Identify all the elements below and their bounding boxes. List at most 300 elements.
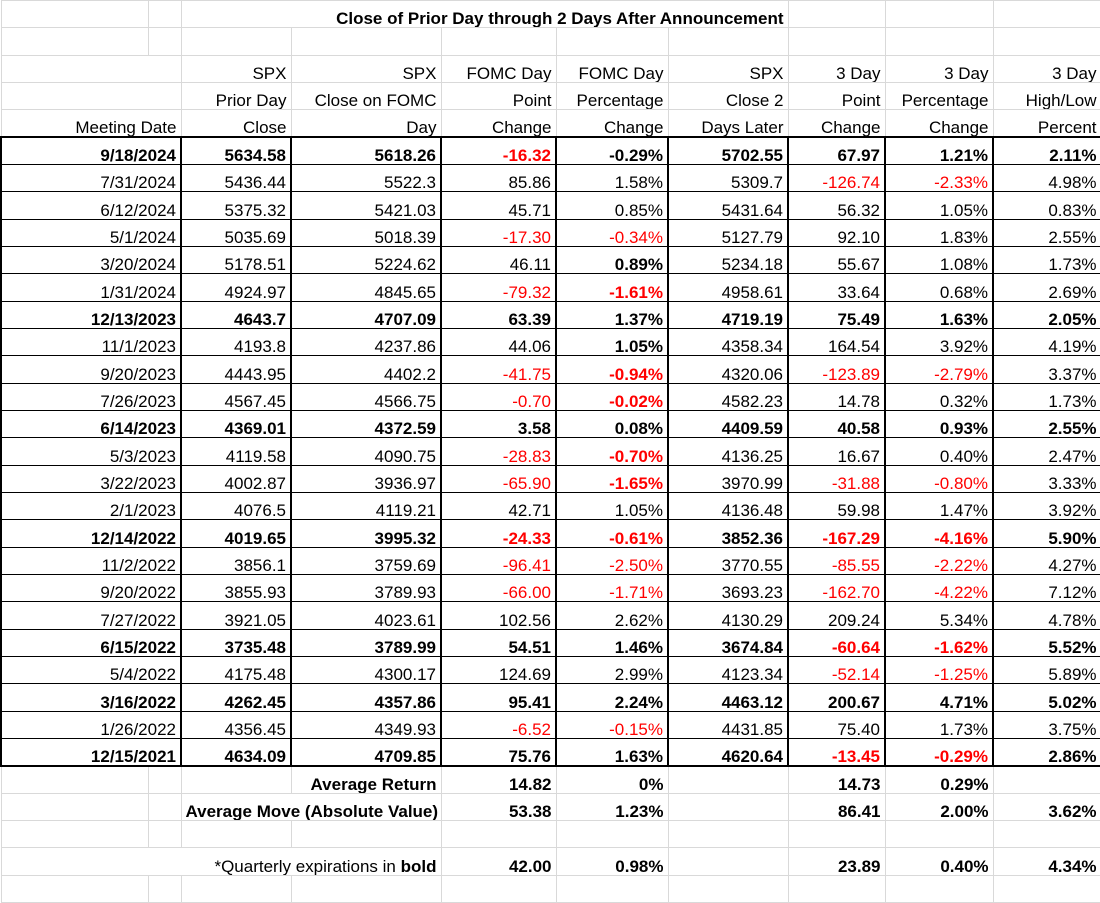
value-cell[interactable]: 4566.75 [291, 383, 441, 410]
value-cell[interactable]: 5.52% [993, 629, 1100, 656]
cell[interactable] [1, 820, 148, 847]
value-cell[interactable]: 2.05% [993, 301, 1100, 328]
value-cell[interactable]: 124.69 [441, 656, 556, 683]
avg-return-fomc-pt[interactable]: 14.82 [441, 766, 556, 793]
avg-move-3day-pt[interactable]: 86.41 [788, 793, 885, 820]
value-cell[interactable]: 42.71 [441, 492, 556, 519]
cell[interactable] [668, 28, 788, 55]
header-4[interactable]: Change [556, 110, 668, 137]
header-5[interactable]: SPX [668, 55, 788, 82]
value-cell[interactable]: 1.47% [885, 492, 993, 519]
value-cell[interactable]: 1.05% [885, 192, 993, 219]
value-cell[interactable]: -0.02% [556, 383, 668, 410]
meeting-date[interactable]: 2/1/2023 [1, 492, 181, 519]
value-cell[interactable]: 1.21% [885, 137, 993, 164]
header-7[interactable]: Percentage [885, 82, 993, 109]
value-cell[interactable]: 75.49 [788, 301, 885, 328]
value-cell[interactable]: -0.80% [885, 465, 993, 492]
value-cell[interactable]: 4175.48 [181, 656, 291, 683]
header-3[interactable]: FOMC Day [441, 55, 556, 82]
value-cell[interactable]: 164.54 [788, 328, 885, 355]
value-cell[interactable]: 4.71% [885, 684, 993, 711]
value-cell[interactable]: 3936.97 [291, 465, 441, 492]
cell[interactable] [788, 1, 885, 28]
value-cell[interactable]: 5.02% [993, 684, 1100, 711]
header-3[interactable]: Point [441, 82, 556, 109]
value-cell[interactable]: 4349.93 [291, 711, 441, 738]
value-cell[interactable]: 56.32 [788, 192, 885, 219]
value-cell[interactable]: 4431.85 [668, 711, 788, 738]
value-cell[interactable]: 3693.23 [668, 574, 788, 601]
value-cell[interactable]: 4402.2 [291, 356, 441, 383]
value-cell[interactable]: -0.29% [885, 738, 993, 765]
table-row [1, 438, 1100, 465]
value-cell[interactable]: 4.27% [993, 547, 1100, 574]
cell[interactable] [181, 766, 291, 793]
value-cell[interactable]: 4002.87 [181, 465, 291, 492]
value-cell[interactable]: 75.40 [788, 711, 885, 738]
cell[interactable] [1, 1, 148, 28]
value-cell[interactable]: 67.97 [788, 137, 885, 164]
value-cell[interactable]: 4.98% [993, 164, 1100, 191]
header-7[interactable]: 3 Day [885, 55, 993, 82]
meeting-date[interactable]: 9/20/2022 [1, 574, 181, 601]
value-cell[interactable]: 5309.7 [668, 164, 788, 191]
value-cell[interactable]: -28.83 [441, 438, 556, 465]
cell[interactable] [556, 820, 668, 847]
value-cell[interactable]: 1.58% [556, 164, 668, 191]
cell[interactable] [556, 875, 668, 902]
value-cell[interactable]: 85.86 [441, 164, 556, 191]
cell[interactable] [148, 766, 181, 793]
value-cell[interactable]: 4958.61 [668, 274, 788, 301]
value-cell[interactable]: 3789.99 [291, 629, 441, 656]
value-cell[interactable]: -0.70% [556, 438, 668, 465]
cell[interactable] [993, 28, 1100, 55]
value-cell[interactable]: -31.88 [788, 465, 885, 492]
value-cell[interactable]: 3.92% [993, 492, 1100, 519]
cell[interactable] [788, 820, 885, 847]
avg-return-label[interactable]: Average Return [291, 766, 441, 793]
cell[interactable] [291, 28, 441, 55]
value-cell[interactable]: 4634.09 [181, 738, 291, 765]
value-cell[interactable]: 4409.59 [668, 410, 788, 437]
value-cell[interactable]: 5178.51 [181, 246, 291, 273]
value-cell[interactable]: 4372.59 [291, 410, 441, 437]
value-cell[interactable]: 0.83% [993, 192, 1100, 219]
cell[interactable] [993, 875, 1100, 902]
meeting-date[interactable]: 3/22/2023 [1, 465, 181, 492]
value-cell[interactable]: 4643.7 [181, 301, 291, 328]
value-cell[interactable]: 46.11 [441, 246, 556, 273]
value-cell[interactable]: -52.14 [788, 656, 885, 683]
value-cell[interactable]: -79.32 [441, 274, 556, 301]
cell[interactable] [1, 793, 148, 820]
value-cell[interactable]: 1.46% [556, 629, 668, 656]
cell[interactable] [885, 28, 993, 55]
value-cell[interactable]: 3.75% [993, 711, 1100, 738]
value-cell[interactable]: 4357.86 [291, 684, 441, 711]
value-cell[interactable]: 0.93% [885, 410, 993, 437]
avg-return-3day-pt[interactable]: 14.73 [788, 766, 885, 793]
value-cell[interactable]: 4237.86 [291, 328, 441, 355]
value-cell[interactable]: -16.32 [441, 137, 556, 164]
value-cell[interactable]: -13.45 [788, 738, 885, 765]
value-cell[interactable]: 4582.23 [668, 383, 788, 410]
header-8[interactable]: 3 Day [993, 55, 1100, 82]
value-cell[interactable]: 4019.65 [181, 520, 291, 547]
cell[interactable] [148, 1, 181, 28]
meeting-date[interactable]: 7/31/2024 [1, 164, 181, 191]
value-cell[interactable]: -41.75 [441, 356, 556, 383]
value-cell[interactable]: 2.99% [556, 656, 668, 683]
value-cell[interactable]: 0.40% [885, 438, 993, 465]
value-cell[interactable]: -1.65% [556, 465, 668, 492]
cell[interactable] [148, 875, 181, 902]
value-cell[interactable]: 75.76 [441, 738, 556, 765]
value-cell[interactable]: 4136.48 [668, 492, 788, 519]
value-cell[interactable]: 4709.85 [291, 738, 441, 765]
value-cell[interactable]: 0.68% [885, 274, 993, 301]
value-cell[interactable]: 3856.1 [181, 547, 291, 574]
value-cell[interactable]: 4119.21 [291, 492, 441, 519]
cell[interactable] [885, 1, 993, 28]
value-cell[interactable]: 1.37% [556, 301, 668, 328]
value-cell[interactable]: -24.33 [441, 520, 556, 547]
value-cell[interactable]: 45.71 [441, 192, 556, 219]
value-cell[interactable]: 59.98 [788, 492, 885, 519]
cell[interactable] [441, 875, 556, 902]
meeting-date[interactable]: 5/3/2023 [1, 438, 181, 465]
cell[interactable] [993, 820, 1100, 847]
avg-return-fomc-pct[interactable]: 0% [556, 766, 668, 793]
value-cell[interactable]: 1.63% [556, 738, 668, 765]
meeting-date[interactable]: 9/18/2024 [1, 137, 181, 164]
avg-move-3day-pct[interactable]: 2.00% [885, 793, 993, 820]
value-cell[interactable]: -0.61% [556, 520, 668, 547]
meeting-date[interactable]: 12/15/2021 [1, 738, 181, 765]
cell[interactable] [668, 793, 788, 820]
header-1[interactable]: Prior Day [181, 82, 291, 109]
avg-move-fomc-pct[interactable]: 1.23% [556, 793, 668, 820]
cell[interactable] [1, 766, 148, 793]
header-6[interactable]: Point [788, 82, 885, 109]
header-1[interactable]: SPX [181, 55, 291, 82]
value-cell[interactable]: 3855.93 [181, 574, 291, 601]
value-cell[interactable]: -65.90 [441, 465, 556, 492]
value-cell[interactable]: -2.50% [556, 547, 668, 574]
value-cell[interactable]: 4262.45 [181, 684, 291, 711]
cell[interactable] [441, 28, 556, 55]
header-8[interactable]: Percent [993, 110, 1100, 137]
value-cell[interactable]: 3789.93 [291, 574, 441, 601]
header-2[interactable]: Close on FOMC [291, 82, 441, 109]
value-cell[interactable]: 2.86% [993, 738, 1100, 765]
value-cell[interactable]: 3674.84 [668, 629, 788, 656]
value-cell[interactable]: 4719.19 [668, 301, 788, 328]
value-cell[interactable]: 2.11% [993, 137, 1100, 164]
value-cell[interactable]: 5.90% [993, 520, 1100, 547]
value-cell[interactable]: 4090.75 [291, 438, 441, 465]
value-cell[interactable]: 3995.32 [291, 520, 441, 547]
header-4[interactable]: Percentage [556, 82, 668, 109]
meeting-date[interactable]: 6/15/2022 [1, 629, 181, 656]
meeting-date[interactable]: 1/26/2022 [1, 711, 181, 738]
value-cell[interactable]: 3.37% [993, 356, 1100, 383]
header-3[interactable]: Change [441, 110, 556, 137]
value-cell[interactable]: 2.24% [556, 684, 668, 711]
meeting-date[interactable]: 3/16/2022 [1, 684, 181, 711]
header-row-l2 [1, 82, 1100, 109]
value-cell[interactable]: 5127.79 [668, 219, 788, 246]
cell[interactable] [148, 28, 181, 55]
footnote-3day-pt[interactable]: 23.89 [788, 848, 885, 875]
cell[interactable] [668, 820, 788, 847]
value-cell[interactable]: 5375.32 [181, 192, 291, 219]
header-8[interactable]: High/Low [993, 82, 1100, 109]
value-cell[interactable]: 5018.39 [291, 219, 441, 246]
value-cell[interactable]: 4620.64 [668, 738, 788, 765]
value-cell[interactable]: -60.64 [788, 629, 885, 656]
avg-move-label[interactable]: Average Move (Absolute Value) [181, 793, 441, 820]
meeting-date[interactable]: 5/4/2022 [1, 656, 181, 683]
header-7[interactable]: Change [885, 110, 993, 137]
value-cell[interactable]: 1.83% [885, 219, 993, 246]
value-cell[interactable]: 5522.3 [291, 164, 441, 191]
value-cell[interactable]: 92.10 [788, 219, 885, 246]
value-cell[interactable]: 55.67 [788, 246, 885, 273]
value-cell[interactable]: 5634.58 [181, 137, 291, 164]
value-cell[interactable]: 1.63% [885, 301, 993, 328]
cell[interactable] [291, 820, 441, 847]
value-cell[interactable]: -1.71% [556, 574, 668, 601]
value-cell[interactable]: 5618.26 [291, 137, 441, 164]
meeting-date[interactable]: 3/20/2024 [1, 246, 181, 273]
value-cell[interactable]: 95.41 [441, 684, 556, 711]
value-cell[interactable]: 44.06 [441, 328, 556, 355]
meeting-date[interactable]: 7/26/2023 [1, 383, 181, 410]
meeting-date[interactable]: 12/13/2023 [1, 301, 181, 328]
value-cell[interactable]: 7.12% [993, 574, 1100, 601]
value-cell[interactable]: 4924.97 [181, 274, 291, 301]
value-cell[interactable]: 0.32% [885, 383, 993, 410]
meeting-date[interactable]: 6/12/2024 [1, 192, 181, 219]
value-cell[interactable]: 4.78% [993, 602, 1100, 629]
value-cell[interactable]: 3.92% [885, 328, 993, 355]
cell[interactable] [885, 820, 993, 847]
value-cell[interactable]: 4707.09 [291, 301, 441, 328]
value-cell[interactable]: 4119.58 [181, 438, 291, 465]
value-cell[interactable]: -4.22% [885, 574, 993, 601]
avg-move-hl[interactable]: 3.62% [993, 793, 1100, 820]
value-cell[interactable]: 1.08% [885, 246, 993, 273]
value-cell[interactable]: 200.67 [788, 684, 885, 711]
cell[interactable] [668, 766, 788, 793]
header-4[interactable]: FOMC Day [556, 55, 668, 82]
value-cell[interactable]: 102.56 [441, 602, 556, 629]
value-cell[interactable]: -126.74 [788, 164, 885, 191]
value-cell[interactable]: -123.89 [788, 356, 885, 383]
cell[interactable] [441, 820, 556, 847]
value-cell[interactable]: 2.55% [993, 410, 1100, 437]
cell[interactable] [291, 875, 441, 902]
value-cell[interactable]: 3735.48 [181, 629, 291, 656]
value-cell[interactable]: 4320.06 [668, 356, 788, 383]
value-cell[interactable]: 3852.36 [668, 520, 788, 547]
value-cell[interactable]: -0.29% [556, 137, 668, 164]
value-cell[interactable]: -1.61% [556, 274, 668, 301]
footnote[interactable] [1, 848, 441, 875]
header-meeting-date[interactable]: Meeting Date [1, 110, 181, 137]
header-5[interactable]: Close 2 [668, 82, 788, 109]
value-cell[interactable]: 5224.62 [291, 246, 441, 273]
cell[interactable] [181, 820, 291, 847]
value-cell[interactable]: 1.73% [993, 246, 1100, 273]
value-cell[interactable]: 4023.61 [291, 602, 441, 629]
cell[interactable] [1, 875, 148, 902]
value-cell[interactable]: 4356.45 [181, 711, 291, 738]
value-cell[interactable]: -2.79% [885, 356, 993, 383]
meeting-date[interactable]: 7/27/2022 [1, 602, 181, 629]
value-cell[interactable]: 1.05% [556, 328, 668, 355]
cell[interactable] [993, 1, 1100, 28]
value-cell[interactable]: 3759.69 [291, 547, 441, 574]
header-6[interactable]: 3 Day [788, 55, 885, 82]
cell[interactable] [668, 875, 788, 902]
value-cell[interactable]: 4076.5 [181, 492, 291, 519]
value-cell[interactable]: 0.85% [556, 192, 668, 219]
value-cell[interactable]: -2.33% [885, 164, 993, 191]
meeting-date[interactable]: 6/14/2023 [1, 410, 181, 437]
value-cell[interactable]: 4845.65 [291, 274, 441, 301]
meeting-date[interactable]: 9/20/2023 [1, 356, 181, 383]
avg-return-3day-pct[interactable]: 0.29% [885, 766, 993, 793]
value-cell[interactable]: -1.25% [885, 656, 993, 683]
value-cell[interactable]: 4300.17 [291, 656, 441, 683]
cell[interactable] [1, 28, 148, 55]
header-1[interactable]: Close [181, 110, 291, 137]
cell[interactable] [668, 848, 788, 875]
cell[interactable] [885, 875, 993, 902]
meeting-date[interactable]: 5/1/2024 [1, 219, 181, 246]
table-row [1, 602, 1100, 629]
value-cell[interactable]: -6.52 [441, 711, 556, 738]
header-5[interactable]: Days Later [668, 110, 788, 137]
value-cell[interactable]: 1.73% [885, 711, 993, 738]
value-cell[interactable]: 2.47% [993, 438, 1100, 465]
value-cell[interactable]: 3921.05 [181, 602, 291, 629]
value-cell[interactable]: 5431.64 [668, 192, 788, 219]
value-cell[interactable]: -0.94% [556, 356, 668, 383]
value-cell[interactable]: 5.34% [885, 602, 993, 629]
value-cell[interactable]: 2.55% [993, 219, 1100, 246]
value-cell[interactable]: 5702.55 [668, 137, 788, 164]
cell[interactable] [148, 820, 181, 847]
value-cell[interactable]: 4193.8 [181, 328, 291, 355]
header-meeting-date[interactable] [1, 82, 181, 109]
avg-move-fomc-pt[interactable]: 53.38 [441, 793, 556, 820]
value-cell[interactable]: -85.55 [788, 547, 885, 574]
value-cell[interactable]: 0.89% [556, 246, 668, 273]
value-cell[interactable]: 5421.03 [291, 192, 441, 219]
cell[interactable] [181, 28, 291, 55]
value-cell[interactable]: -0.15% [556, 711, 668, 738]
value-cell[interactable]: -96.41 [441, 547, 556, 574]
value-cell[interactable]: -0.70 [441, 383, 556, 410]
value-cell[interactable]: 4358.34 [668, 328, 788, 355]
cell[interactable] [788, 28, 885, 55]
value-cell[interactable]: 33.64 [788, 274, 885, 301]
meeting-date[interactable]: 11/2/2022 [1, 547, 181, 574]
value-cell[interactable]: 1.05% [556, 492, 668, 519]
value-cell[interactable]: 5234.18 [668, 246, 788, 273]
value-cell[interactable]: 5436.44 [181, 164, 291, 191]
value-cell[interactable]: 14.78 [788, 383, 885, 410]
header-2[interactable]: SPX [291, 55, 441, 82]
value-cell[interactable]: 4123.34 [668, 656, 788, 683]
value-cell[interactable]: 3.58 [441, 410, 556, 437]
cell[interactable] [148, 793, 181, 820]
value-cell[interactable]: 1.73% [993, 383, 1100, 410]
value-cell[interactable]: -17.30 [441, 219, 556, 246]
value-cell[interactable]: -167.29 [788, 520, 885, 547]
value-cell[interactable]: 4.19% [993, 328, 1100, 355]
value-cell[interactable]: 4463.12 [668, 684, 788, 711]
cell[interactable] [181, 875, 291, 902]
cell[interactable] [788, 875, 885, 902]
value-cell[interactable]: -1.62% [885, 629, 993, 656]
value-cell[interactable]: 54.51 [441, 629, 556, 656]
value-cell[interactable]: 4369.01 [181, 410, 291, 437]
value-cell[interactable]: 5035.69 [181, 219, 291, 246]
value-cell[interactable]: 63.39 [441, 301, 556, 328]
meeting-date[interactable]: 1/31/2024 [1, 274, 181, 301]
footnote-fomc-pt[interactable]: 42.00 [441, 848, 556, 875]
value-cell[interactable]: 2.62% [556, 602, 668, 629]
value-cell[interactable]: 4567.45 [181, 383, 291, 410]
header-meeting-date[interactable] [1, 55, 181, 82]
value-cell[interactable]: 4130.29 [668, 602, 788, 629]
value-cell[interactable]: 40.58 [788, 410, 885, 437]
value-cell[interactable]: 4136.25 [668, 438, 788, 465]
header-6[interactable]: Change [788, 110, 885, 137]
value-cell[interactable]: 3.33% [993, 465, 1100, 492]
footnote-3day-pct[interactable]: 0.40% [885, 848, 993, 875]
value-cell[interactable]: -4.16% [885, 520, 993, 547]
value-cell[interactable]: 3970.99 [668, 465, 788, 492]
value-cell[interactable]: -162.70 [788, 574, 885, 601]
footnote-hl[interactable]: 4.34% [993, 848, 1100, 875]
table-row [1, 684, 1100, 711]
value-cell[interactable]: -0.34% [556, 219, 668, 246]
meeting-date[interactable]: 11/1/2023 [1, 328, 181, 355]
value-cell[interactable]: 4443.95 [181, 356, 291, 383]
cell[interactable] [993, 766, 1100, 793]
footnote-fomc-pct[interactable]: 0.98% [556, 848, 668, 875]
value-cell[interactable]: 3770.55 [668, 547, 788, 574]
value-cell[interactable]: -2.22% [885, 547, 993, 574]
meeting-date[interactable]: 12/14/2022 [1, 520, 181, 547]
summary-avg-move [1, 793, 1100, 820]
header-2[interactable]: Day [291, 110, 441, 137]
value-cell[interactable]: 209.24 [788, 602, 885, 629]
value-cell[interactable]: 5.89% [993, 656, 1100, 683]
value-cell[interactable]: 16.67 [788, 438, 885, 465]
cell[interactable] [556, 28, 668, 55]
value-cell[interactable]: -66.00 [441, 574, 556, 601]
value-cell[interactable]: 0.08% [556, 410, 668, 437]
value-cell[interactable]: 2.69% [993, 274, 1100, 301]
